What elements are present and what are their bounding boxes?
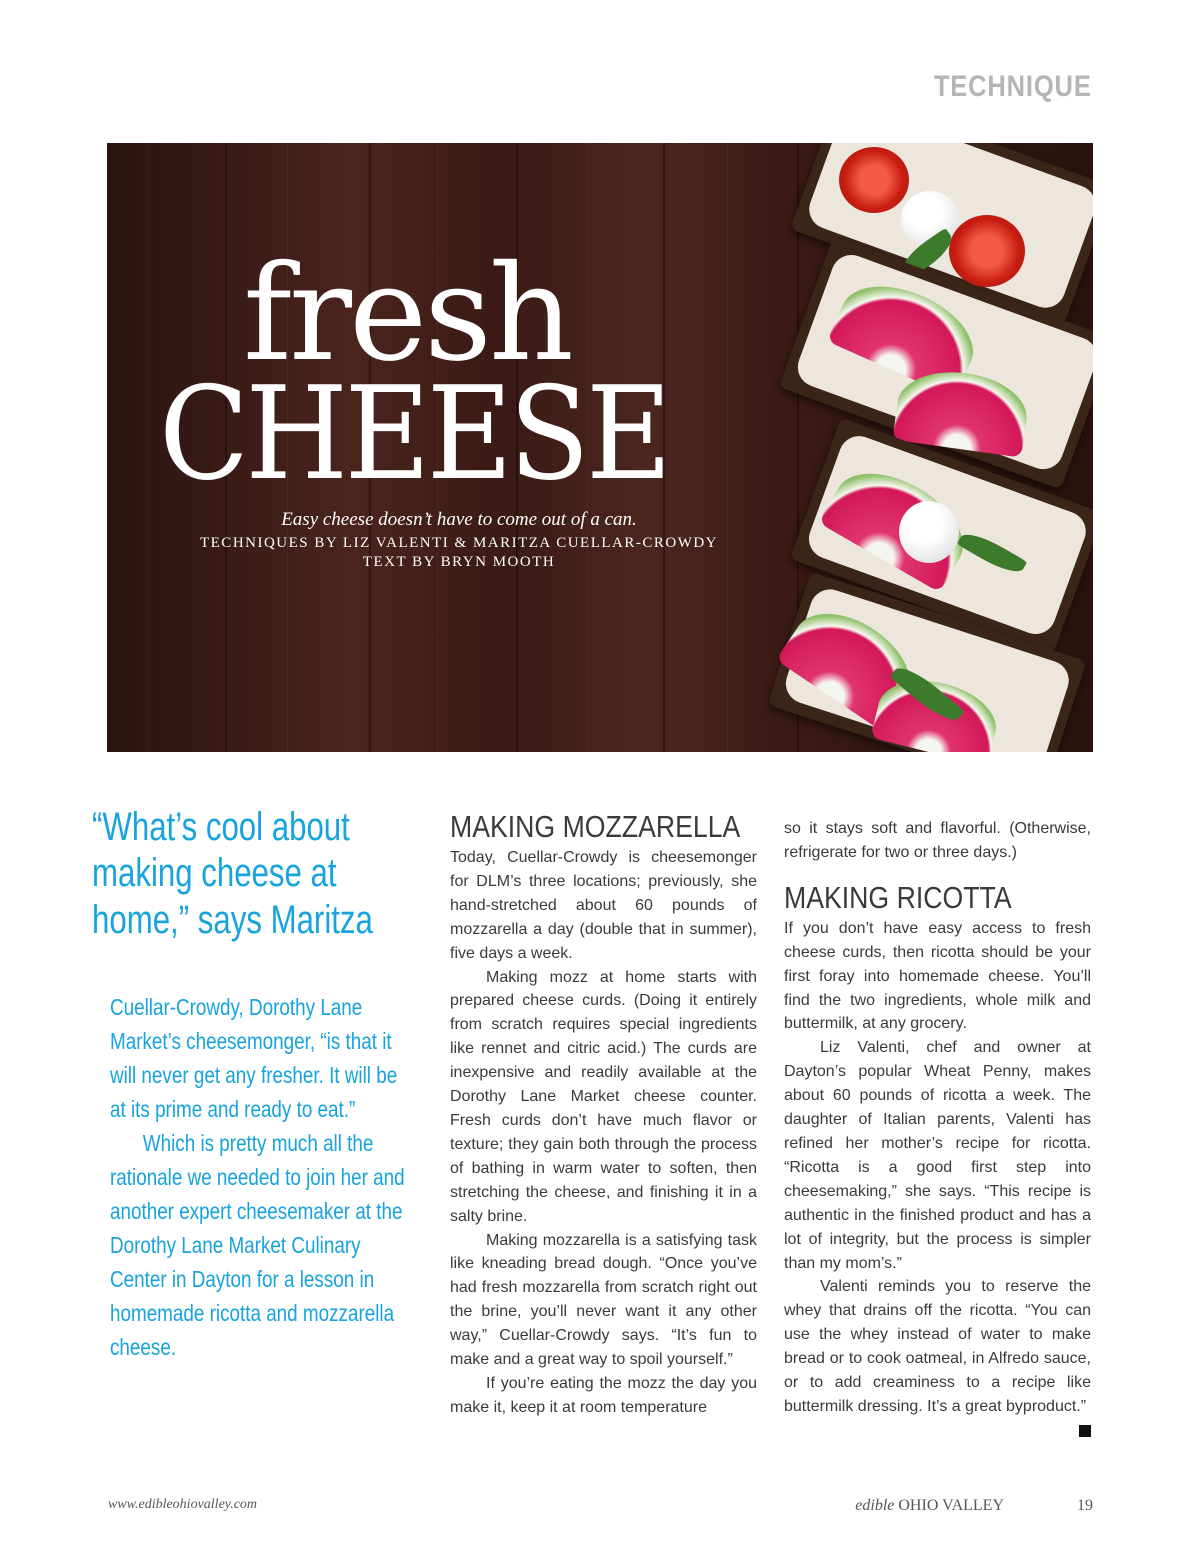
page-number: 19 [1077, 1496, 1093, 1514]
section-label: TECHNIQUE [934, 70, 1092, 103]
mozzarella-ball [899, 501, 959, 563]
ricotta-paragraph: If you don’t have easy access to fresh cheese curds, then ricotta should be your first foray into homemade cheese. You’ll find the two ingredients, whole milk and buttermilk, at any grocery. [784, 919, 1091, 1033]
credit-techniques: TECHNIQUES BY LIZ VALENTI & MARITZA CUELLAR-CROWDY [199, 535, 719, 551]
heading-ricotta: MAKING RICOTTA [784, 879, 1012, 915]
footer-brand [855, 1497, 1004, 1515]
ricotta-paragraph: Liz Valenti, chef and owner at Dayton’s popular Wheat Penny, makes about 60 pounds of ricotta a week. The daughter of Italian parents, Valenti has refined her mother’s recipe for ricotta. “Ricotta is a good first step into cheesemaking,” she says. “This recipe is authentic in the finished product and has a lot of integrity, but the process is simpler than my mom’s.” [784, 1039, 1091, 1272]
hero-subtitle-block [159, 509, 759, 573]
credit-text: TEXT BY BRYN MOOTH [362, 554, 556, 570]
pull-quote-body [110, 990, 410, 1364]
footer-brand-name: OHIO VALLEY [898, 1496, 1004, 1514]
pull-quote-continuation: Cuellar-Crowdy, Dorothy Lane Market’s cheesemonger, “is that it will never get any fresher. It will be at its prime and ready to eat.” [110, 994, 398, 1122]
footer-brand-italic: edible [855, 1496, 895, 1514]
pull-quote-follow: Which is pretty much all the rationale we needed to join her and another expert cheesemaker at the Dorothy Lane Market Culinary Center in Dayton for a lesson in homemade ricotta and mozzarella cheese. [110, 1130, 405, 1360]
hero-image [107, 143, 1093, 752]
mozzarella-paragraph: Making mozz at home starts with prepared cheese curds. (Doing it entirely from scratch requires special ingredients like rennet and citric acid.) The curds are inexpensive and readily available at the Dorothy Lane Market cheese counter. Fresh curds don’t have much flavor or texture; they gain both through the process of bathing in warm water to soften, then stretching the cheese, and finishing it in a salty brine. [450, 968, 757, 1225]
mozzarella-paragraph: Making mozzarella is a satisfying task like kneading bread dough. “Once you’ve had fresh mozzarella from scratch right out the brine, you’ll never want it any other way,” Cuellar-Crowdy says. “It’s fun to make and a great way to spoil yourself.” [450, 1231, 757, 1369]
hero-subtitle: Easy cheese doesn’t have to come out of a can. [281, 509, 637, 530]
heading-mozzarella: MAKING MOZZARELLA [450, 809, 741, 844]
ricotta-paragraph [784, 1275, 1091, 1418]
pull-quote [92, 804, 373, 943]
mozzarella-paragraph-continued: so it stays soft and flavorful. (Otherwise, refrigerate for two or three days.) [784, 820, 1091, 861]
mozzarella-paragraph: If you’re eating the mozz the day you make it, keep it at room temperature [450, 1374, 757, 1416]
mozzarella-paragraph: Today, Cuellar-Crowdy is cheesemonger for DLM’s three locations; previously, she hand-stretched about 60 pounds of mozzarella a day (double that in summer), five days a week. [450, 849, 757, 962]
wood-grain [727, 143, 728, 752]
title-fresh: fresh [243, 237, 571, 391]
column-mozzarella [450, 808, 757, 1420]
footer-url: www.edibleohiovalley.com [108, 1496, 258, 1512]
pull-quote-text: “What’s cool about making cheese at home,” says Maritza [92, 805, 373, 942]
end-mark-icon [1079, 1425, 1091, 1437]
tomato-slice [839, 147, 909, 213]
tomato-slice [949, 215, 1025, 287]
wood-grain [147, 143, 148, 752]
title-cheese: CHEESE [159, 360, 669, 509]
ricotta-paragraph-text: Valenti reminds you to reserve the whey that drains off the ricotta. “You can use the whey instead of water to make bread or to cook oatmeal, in Alfredo sauce, or to add creaminess to a recipe like buttermilk dressing. It’s a great byproduct.” [784, 1278, 1091, 1415]
column-ricotta [784, 817, 1091, 1437]
